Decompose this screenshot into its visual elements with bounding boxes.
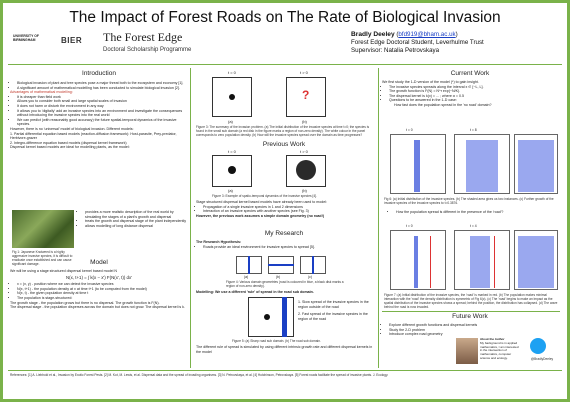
model-equation: N(x, t+1) = ∫ k(x − x') F(N(x', t)) dx' <box>65 274 133 280</box>
forest-edge-subtitle: Doctoral Scholarship Programme <box>103 47 192 53</box>
author-role: Forest Edge Doctoral Student, Leverhulme Trust <box>351 39 484 46</box>
fig3-caption: Figure 3: Example of spatio-temporal dynamics of the invasive species [4]. <box>212 194 317 198</box>
fig7-label-t0: t = 0 <box>406 224 413 228</box>
previous-body <box>196 200 374 218</box>
fig4-caption: Figure 4: Various domain geometries (road is coloured in blue, a black disk marks a region of non-zero density). <box>226 280 344 288</box>
kernel-point: • treats the growth and dispersal stage of the plant independently <box>85 219 188 224</box>
adv-item: • It does not harm or disturb the environment in any way <box>17 104 188 109</box>
adv-item: • Allows you to consider both small and large spatial scales of invasion <box>17 99 188 104</box>
intro-bullet: • A significant amount of mathematical modelling has been conducted to simulate biological invasion [2]. <box>17 86 188 91</box>
header-divider <box>8 64 562 65</box>
author-name: Bradly Deeley <box>351 31 395 38</box>
fig6-initial-bar <box>414 140 420 192</box>
current-heading: Current Work <box>450 70 490 77</box>
fig5-density-dot <box>264 314 270 320</box>
fig3-spread-disk <box>296 160 316 180</box>
model-def: • x = (x, y) - position where we can detect the invasive species <box>17 282 188 287</box>
fig2-sublabel-a: (a) <box>228 119 233 124</box>
current-bullet: • The growth function is F(N) = N^r exp(−N/K). <box>389 89 560 94</box>
fig6-spread-area <box>466 140 498 192</box>
fig6-caption: Fig 6: (a) Initial distribution of the invasive species. (b) The shaded area gives us two instances. (c) Further growth of the invasive species of the invasive species to t=0.3876. <box>384 197 554 205</box>
references: References: [1] A. Liebhold et al., Invasion by Exotic Forest Pests. [2] M. Kot, M. Lewis, et al. Dispersal data and the spread of invading organisms. [3] N. Petrovskaya, et al. [4] Hutchinson, Petrovskaya. [5] Forest roads facilitate the spread of invasive plants. J. Ecology. <box>10 373 389 377</box>
future-bullet: • Study the 2-D problem <box>389 328 560 333</box>
question-1: How fast does the population spread in the 'no road' domain? <box>394 102 492 107</box>
fig2-label-t: t > 0 <box>300 70 308 75</box>
advantages-heading: Advantages of mathematical modelling: <box>10 90 73 95</box>
fig6-spread-area-c <box>518 140 554 192</box>
fig5-road <box>282 297 287 337</box>
kernel-point: • provides a more realistic description of the real world by simulating the stages of a plant's growth and dispersal <box>85 210 188 219</box>
fig3-density-dot <box>228 166 236 174</box>
model-type: 2. Integro-difference equation based models (dispersal kernel framework) <box>10 140 127 145</box>
current-text: We first study the 1-D version of the model (*) to gain insight. <box>382 80 479 84</box>
forest-edge-logo: The Forest Edge <box>103 30 183 44</box>
previous-however: However, the previous work assumes a simple domain geometry (no road!) <box>196 213 325 218</box>
fig5-panel-a <box>248 297 294 337</box>
current-bullet: • The dispersal kernel is k(x) = ... ; where α = 0.5 <box>389 94 560 99</box>
fig7-road-line-a <box>430 236 431 288</box>
kernel-text: Dispersal kernel based models are ideal for modelling plants, as the model: <box>10 145 130 150</box>
fig7-road-line-b <box>494 236 495 288</box>
references-divider <box>8 370 562 371</box>
fig7-caption: Figure 7: (a) Initial distribution of the invasive species, the 'road' is marked in red. (b) The population makes minimal interaction with the 'road' the density distribution is symmetric of Fig 6(c). (c) The 'road' begins to make an impact as the spatial distribution of the invasive species shows a spread; behind the position, the distribution has collapsed. (d) The wave behind the road is now invaded. <box>384 293 558 309</box>
model-text: We will be using a stage structured dispersal kernel based model N <box>10 269 118 273</box>
future-body <box>382 323 560 337</box>
knotweed-photo <box>12 210 74 248</box>
adv-item: • We can predict (with reasonably good accuracy) the future spatial-temporal dynamics of the invasive species. <box>17 118 188 127</box>
future-heading: Future Work <box>452 313 488 320</box>
fig3-sublabel-b: (b) <box>302 188 307 193</box>
model-def: • N(x, t+1) - the population density at x at time t+1 (to be computed from the model) <box>17 287 188 292</box>
fig4-label-c: (c) <box>308 275 312 279</box>
current-bullet: • The invasive species spreads along the interval x ∈ [−L, L]. <box>389 85 560 90</box>
modelling-text: Modelling: We use a different 'rule' of spread in the road sub domain. <box>196 290 314 294</box>
hypothesis-heading: The Research Hypothesis: <box>196 240 242 244</box>
fig4-road-c <box>312 256 314 274</box>
previous-heading: Previous Work <box>262 141 306 148</box>
fig7-label-t: t = 4 <box>470 224 477 228</box>
intro-bullet: • Biological invasion of plant and tree species pose a major threat both to the ecosystem and economy [1]. <box>17 81 188 86</box>
fig7-spread-area-c <box>518 236 554 288</box>
fig4-label-b: (b) <box>276 275 281 279</box>
adv-item: • It is cheaper than field work <box>17 95 188 100</box>
intro-heading: Introduction <box>82 70 116 77</box>
fig2-question-mark: ? <box>302 88 310 102</box>
author-email[interactable]: bfd919@bham.ac.uk <box>398 31 456 38</box>
current-body <box>382 80 560 108</box>
dispersal-stage: The dispersal stage - the population disperses across the domain but does not grow. The dispersal kernel is k. <box>10 305 185 310</box>
hypothesis-bullet: • Roads provide an ideal environment for invasive species to spread [5]. <box>203 245 374 250</box>
question-2: • How the population spread is different in the presence of the 'road'? <box>396 210 560 215</box>
fig7-plot-a <box>390 230 446 290</box>
future-bullet: • Introduce complex road geometry <box>389 332 560 337</box>
fig3-sublabel-a: (a) <box>228 188 233 193</box>
future-bullet: • Explore different growth functions and dispersal kernels <box>389 323 560 328</box>
however-text: However, there is no 'universal' model of biological invasion. Different models: <box>10 126 134 131</box>
adv-item: • It allows you to 'digitally' add an invasive species into an environment and investigate the consequences without introducing the invasive species into the real world <box>17 109 188 118</box>
fig5-caption: Figure 5: (a) Sharp road sub domain. (b) The road sub domain. <box>232 339 321 343</box>
kernel-point: • allows modelling of long distance dispersal <box>85 224 188 229</box>
intro-body <box>10 81 188 150</box>
questions-heading: • Questions to be answered in the 1-D case: <box>389 98 560 103</box>
bier-logo: BIER <box>61 36 83 45</box>
kernel-points <box>78 210 188 228</box>
about-text: My background is in applied mathematics, I am interested in the intersection of mathematics, computer science and ecology. <box>480 340 519 360</box>
rule-points <box>298 300 374 321</box>
fig6-label-t: t = 8 <box>470 128 477 132</box>
rule-point: 1. Slow spread of the invasive species in the region outside of the road <box>298 300 369 309</box>
previous-bullet: • Interaction of an invasive species with another species (see Fig. 3) <box>203 209 374 214</box>
twitter-handle[interactable]: @BradlyDeeley <box>530 357 554 361</box>
future-divider <box>382 311 560 312</box>
model-body <box>10 269 188 310</box>
model-def: • N(x, t) - the given population density at time t <box>17 291 188 296</box>
model-type: 1. Partial differential equation based models (reaction-diffusion framework): Host-parasite, Prey-predator, Herbivore-grazer <box>10 131 177 141</box>
fig6-label-t0: t = 0 <box>406 128 413 132</box>
previous-bullet: • Propagation of a single invasive species in 1 and 2 dimensions <box>203 205 374 210</box>
poster-title: The Impact of Forest Roads on The Rate of Biological Invasion <box>69 9 501 26</box>
fig4-label-a: (a) <box>244 275 249 279</box>
question-2-block <box>382 210 560 215</box>
fig2-sublabel-b: (b) <box>302 119 307 124</box>
rule-point: 2. Fast spread of the invasive species in the region of the road <box>298 312 368 321</box>
university-logo: UNIVERSITY OF BIRMINGHAM <box>13 34 39 42</box>
research-heading: My Research <box>264 230 304 237</box>
model-heading: Model <box>90 259 108 266</box>
model-def: • The population is stage-structured: <box>17 296 188 301</box>
twitter-icon[interactable] <box>530 338 546 354</box>
previous-text: Stage structured dispersal kernel based models have already been used to model: <box>196 200 328 204</box>
fig3-label-t: t > 0 <box>300 149 308 154</box>
fig7-initial-bar <box>414 236 418 288</box>
fig2-density-dot <box>229 94 235 100</box>
author-block: Bradly Deeley (bfd919@bham.ac.uk) Forest Edge Doctoral Student, Leverhulme Trust Supervisor: Natalia Petrovskaya <box>351 31 556 55</box>
photo-caption: Fig 1: Japanese Knotweed is a highly aggressive invasive species, it is difficult to eradicate once established and can cause significant damage. <box>12 250 73 266</box>
research-body <box>196 240 374 249</box>
column-divider-1 <box>190 68 191 368</box>
fig3-label-t0: t = 0 <box>228 149 236 154</box>
fig2-label-t0: t = 0 <box>228 70 236 75</box>
growth-stage: The growth stage - the population grows but there is no dispersal. The growth function is F(N). <box>10 300 160 305</box>
fig4-road-a <box>248 256 250 274</box>
fig4-road-b <box>268 264 294 266</box>
about-block <box>480 338 520 361</box>
author-photo <box>456 338 478 364</box>
about-title: About the Author <box>480 337 505 341</box>
author-supervisor: Supervisor: Natalia Petrovskaya <box>351 47 440 54</box>
research-closing: The different rule of spread is simulated by using different intrinsic growth rate and different dispersal kernels in the model <box>196 345 373 354</box>
fig2-caption: Figure 3: The summary of the invasion problem. (a) The initial distribution of the invasive species at time t=0; the species is found in the small sub domain (a red disk in the figure marks a region of non-zero density). The white colour in the panel corresponds to zero population density. (b) How will the invasive species spread over the domain as time progresses? <box>196 125 370 137</box>
fig7-spread-area <box>470 236 490 288</box>
